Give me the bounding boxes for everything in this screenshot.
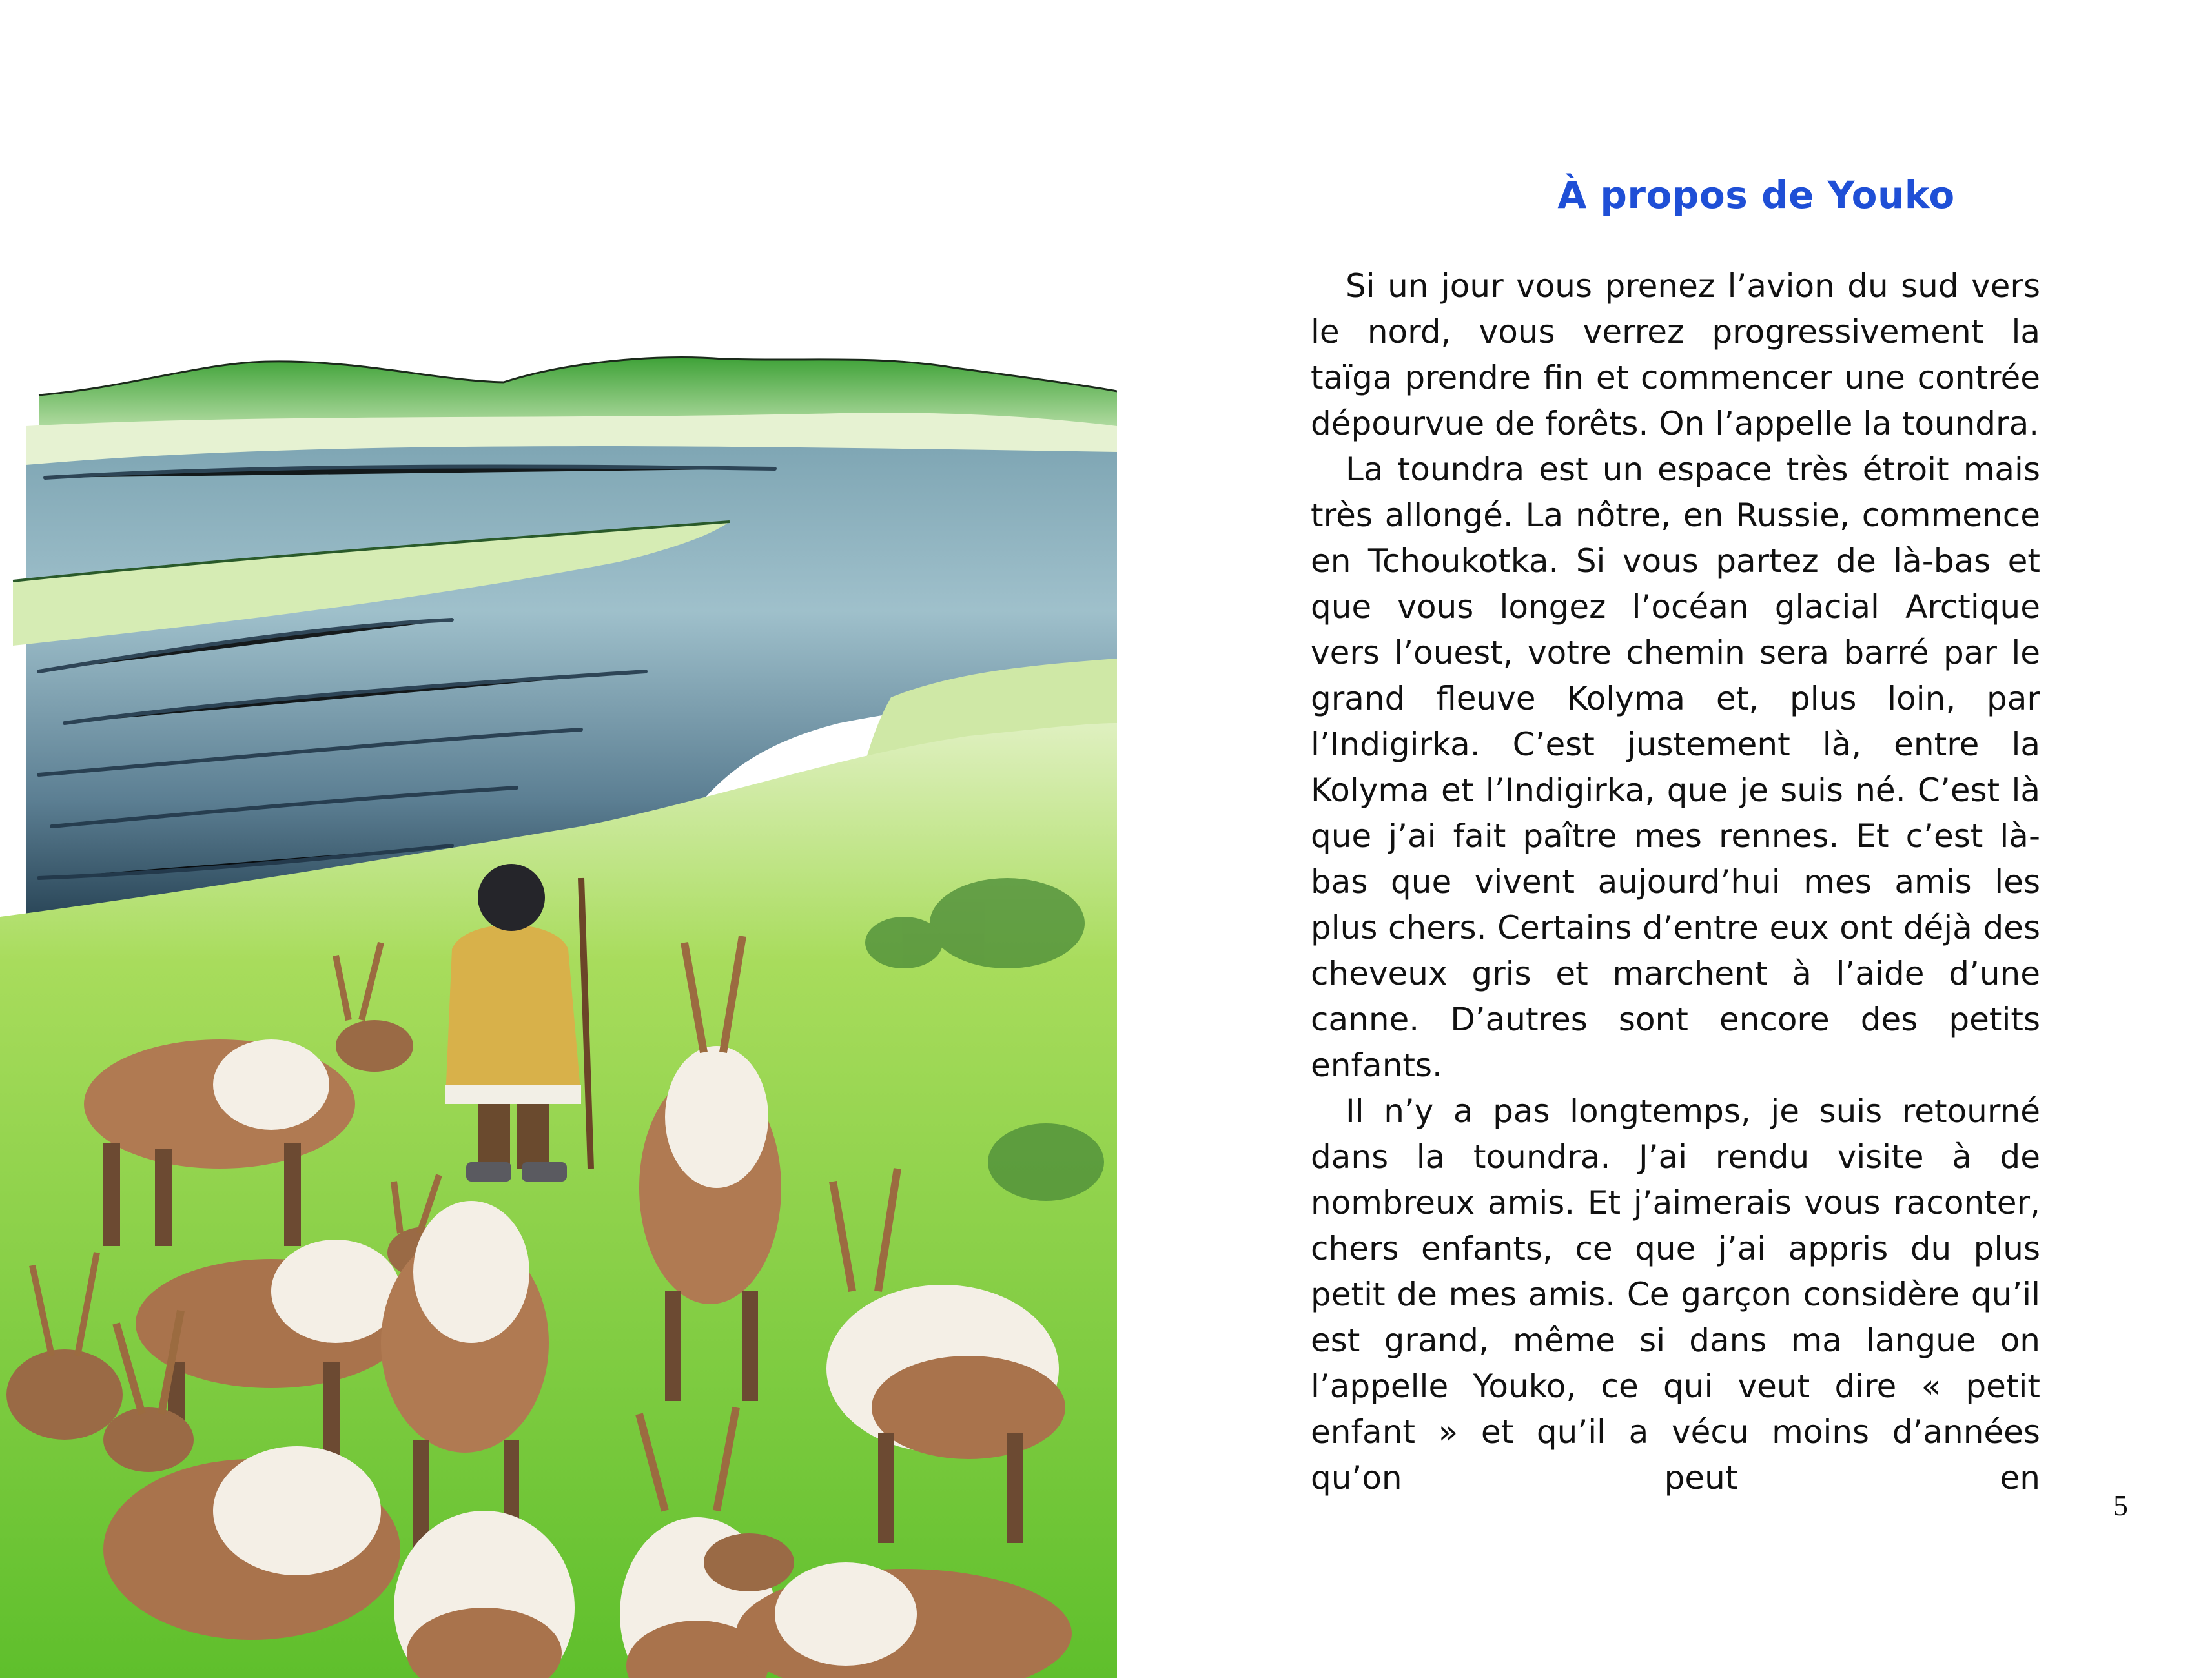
text-page bbox=[1117, 0, 2212, 1678]
body-text bbox=[1311, 263, 2040, 1501]
chapter-title: À propos de Youko bbox=[1557, 173, 1955, 217]
paragraph-2: La toundra est un espace très étroit mais très allongé. La nôtre, en Russie, commence en Tchoukotka. Si vous partez de là-bas et que vous longez l’océan glacial Arctique vers l’ouest, votre chemin sera barré par le grand fleuve Kolyma et, plus loin, par l’Indigirka. C’est justement là, entre la Kolyma et l’Indigirka, que je suis né. C’est là que j’ai fait paître mes rennes. Et c’est là-bas que vivent aujourd’hui mes amis les plus chers. Certains d’entre eux ont déjà des cheveux gris et marchent à l’aide d’une canne. D’autres sont encore des petits enfants. bbox=[1311, 451, 2040, 1084]
paragraph-3: Il n’y a pas longtemps, je suis retourné dans la toundra. J’ai rendu visite à de nombreux amis. Et j’aimerais vous raconter, chers enfants, ce que j’ai appris du plus petit de mes amis. Ce garçon considère qu’il est grand, même si dans ma langue on l’appelle Youko, ce qui veut dire « petit enfant » et qu’il a vécu moins d’années qu’on peut en bbox=[1311, 1092, 2040, 1497]
paragraph-1: Si un jour vous prenez l’avion du sud vers le nord, vous verrez progressivement la taïga prendre fin et commencer une contrée dépourvue de forêts. On l’appelle la toundra. bbox=[1311, 267, 2040, 442]
page-number: 5 bbox=[2113, 1489, 2128, 1522]
